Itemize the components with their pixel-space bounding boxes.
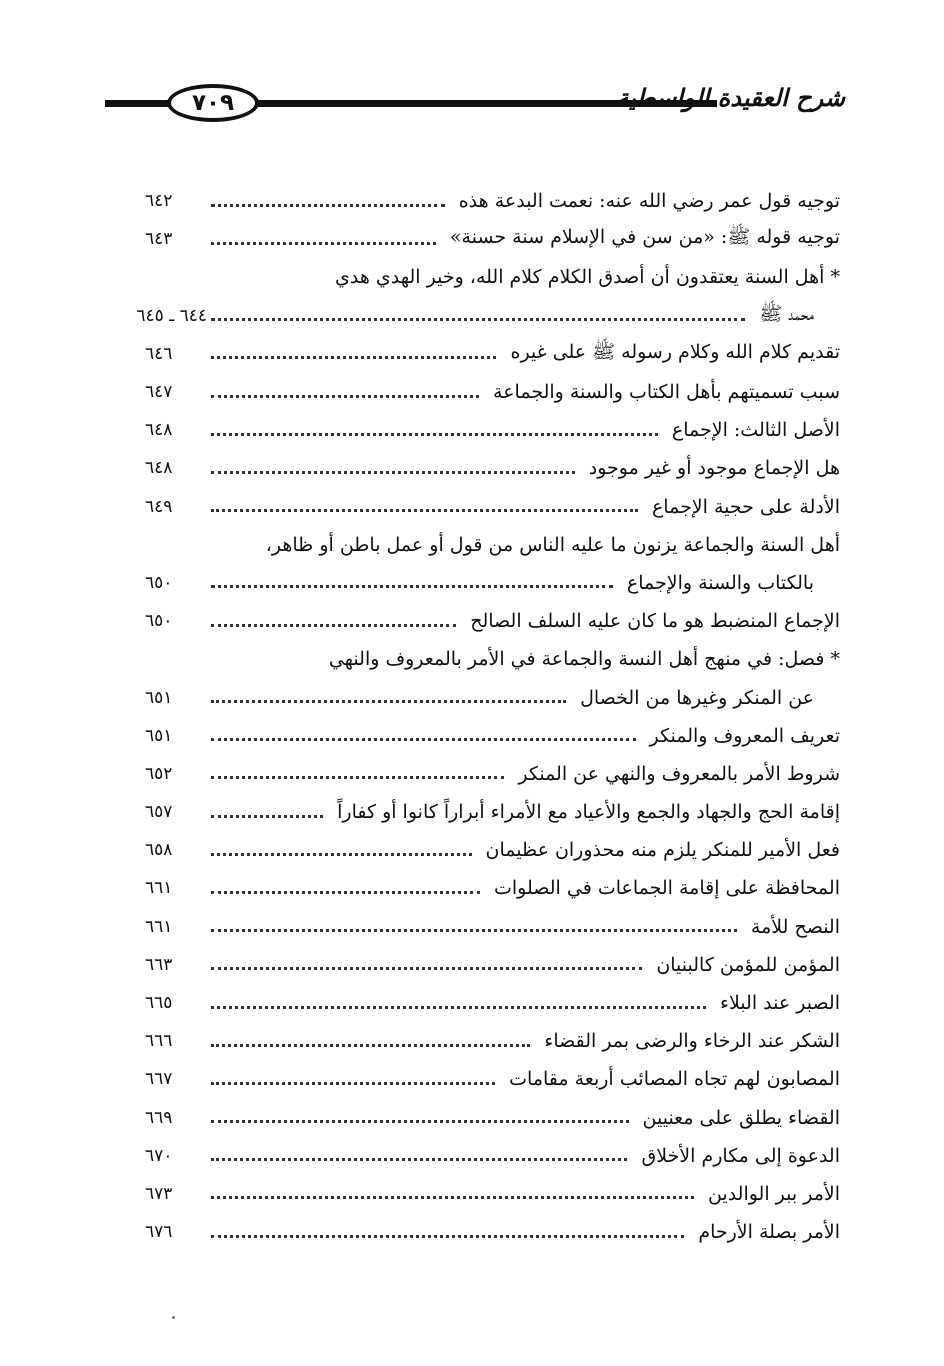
toc-entry-title: * أهل السنة يعتقدون أن أصدق الكلام كلام الله، وخير الهدي هدي	[335, 266, 840, 289]
toc-row	[145, 1175, 840, 1213]
toc-entry-title: عن المنكر وغيرها من الخصال	[580, 686, 814, 709]
toc-dot-leader	[211, 509, 638, 512]
toc-dot-leader	[211, 433, 658, 436]
toc-row	[145, 220, 840, 258]
toc-row	[145, 602, 840, 640]
book-title: شرح العقيدة الواسطية	[616, 84, 845, 112]
toc-page-number: ٦٤٧	[145, 382, 173, 403]
toc-entry-title: المؤمن للمؤمن كالبنيان	[656, 953, 840, 976]
toc-page-number: ٦٥٨	[145, 840, 173, 861]
toc-row	[145, 1022, 840, 1060]
toc-entry-title: الأمر بصلة الأرحام	[698, 1221, 840, 1244]
toc-dot-leader	[211, 204, 445, 207]
toc-dot-leader	[211, 1235, 684, 1238]
toc-dot-leader	[211, 1120, 629, 1123]
toc-dot-leader	[211, 356, 496, 359]
toc-page-number: ٦٦٩	[145, 1107, 173, 1128]
toc-page-number: ٦٧٠	[145, 1145, 173, 1166]
toc-dot-leader	[211, 318, 745, 321]
toc-page-number: ٦٤٨	[145, 420, 173, 441]
toc-row	[145, 1099, 840, 1137]
toc-entry-title: الصبر عند البلاء	[720, 992, 840, 1015]
toc-row	[145, 258, 840, 296]
toc-dot-leader	[211, 1082, 495, 1085]
toc-row	[145, 640, 840, 678]
toc-entry-title: النصح للأمة	[750, 915, 840, 938]
toc-row	[145, 564, 840, 602]
toc-page-number: ٦٥٠	[145, 572, 173, 593]
toc-entry-title: الأمر ببر الوالدين	[707, 1182, 840, 1205]
table-of-contents	[136, 182, 840, 1251]
toc-row	[145, 908, 840, 946]
toc-row	[145, 335, 840, 373]
toc-dot-leader	[211, 700, 566, 703]
toc-dot-leader	[211, 471, 575, 474]
toc-dot-leader	[211, 624, 456, 627]
toc-dot-leader	[211, 929, 737, 932]
toc-entry-title: فعل الأمير للمنكر يلزم منه محذوران عظيمان	[485, 839, 840, 862]
toc-entry-title: الإجماع المنضبط هو ما كان عليه السلف الصالح	[470, 610, 840, 633]
toc-entry-title: إقامة الحج والجهاد والجمع والأعياد مع الأمراء أبراراً كانوا أو كفاراً	[337, 801, 840, 824]
toc-entry-title: محمد ﷺ	[759, 302, 814, 325]
toc-page-number: ٦٤٦	[145, 343, 173, 364]
toc-row	[145, 1137, 840, 1175]
page-number-badge	[167, 84, 259, 122]
toc-entry-title: المحافظة على إقامة الجماعات في الصلوات	[494, 877, 840, 900]
toc-entry-title: القضاء يطلق على معنيين	[642, 1106, 840, 1129]
toc-row	[145, 488, 840, 526]
toc-dot-leader	[211, 815, 323, 818]
toc-entry-title: سبب تسميتهم بأهل الكتاب والسنة والجماعة	[493, 381, 840, 404]
toc-entry-title: الشكر عند الرخاء والرضى بمر القضاء	[544, 1030, 840, 1053]
toc-entry-title: الأدلة على حجية الإجماع	[651, 495, 840, 518]
toc-entry-title: الدعوة إلى مكارم الأخلاق	[641, 1144, 840, 1167]
toc-dot-leader	[211, 585, 613, 588]
toc-dot-leader	[211, 395, 479, 398]
toc-page-number: ٦٤٤ ـ ٦٤٥	[136, 305, 207, 326]
toc-dot-leader	[211, 1006, 706, 1009]
toc-page-number: ٦٥٢	[145, 763, 173, 784]
toc-row	[145, 755, 840, 793]
toc-row	[145, 449, 840, 487]
toc-page-number: ٦٦١	[145, 878, 173, 899]
toc-dot-leader	[211, 242, 436, 245]
toc-entry-title: * فصل: في منهج أهل النسة والجماعة في الأمر بالمعروف والنهي	[328, 648, 840, 671]
page-header	[105, 80, 845, 128]
toc-page-number: ٦٦٦	[145, 1031, 173, 1052]
toc-row	[145, 1213, 840, 1251]
toc-row	[145, 678, 840, 716]
toc-page-number: ٦٧٦	[145, 1222, 173, 1243]
toc-entry-title: توجيه قوله ﷺ: «من سن في الإسلام سنة حسنة»	[449, 226, 840, 249]
toc-page-number: ٦٦٧	[145, 1069, 173, 1090]
toc-row	[145, 526, 840, 564]
toc-dot-leader	[211, 1044, 530, 1047]
toc-dot-leader	[211, 891, 480, 894]
toc-entry-title: تقديم كلام الله وكلام رسوله ﷺ على غيره	[510, 340, 840, 363]
toc-entry-title: تعريف المعروف والمنكر	[649, 724, 840, 747]
toc-entry-title: توجيه قول عمر رضي الله عنه: نعمت البدعة هذه	[458, 190, 840, 213]
page-number: ٧٠٩	[191, 89, 235, 116]
toc-page-number: ٦٥٧	[145, 802, 173, 823]
toc-page-number: ٦٦١	[145, 916, 173, 937]
footer-dot	[172, 1316, 175, 1319]
toc-row	[145, 831, 840, 869]
header-rule-left	[105, 100, 175, 107]
toc-entry-title: الأصل الثالث: الإجماع	[671, 419, 840, 442]
toc-dot-leader	[211, 776, 504, 779]
toc-row	[145, 182, 840, 220]
toc-row	[145, 1060, 840, 1098]
toc-page-number: ٦٥٠	[145, 611, 173, 632]
toc-row	[145, 793, 840, 831]
toc-page-number: ٦٤٢	[145, 191, 173, 212]
toc-page-number: ٦٧٣	[145, 1183, 173, 1204]
toc-dot-leader	[211, 967, 642, 970]
toc-dot-leader	[211, 853, 472, 856]
toc-row	[145, 411, 840, 449]
toc-row	[145, 869, 840, 907]
toc-page-number: ٦٦٣	[145, 954, 173, 975]
toc-dot-leader	[211, 1196, 694, 1199]
toc-row	[145, 984, 840, 1022]
toc-row	[136, 297, 840, 335]
toc-entry-title: المصابون لهم تجاه المصائب أربعة مقامات	[509, 1068, 840, 1091]
toc-page-number: ٦٤٨	[145, 458, 173, 479]
toc-entry-title: أهل السنة والجماعة يزنون ما عليه الناس من قول أو عمل باطن أو ظاهر،	[265, 533, 840, 556]
toc-dot-leader	[211, 1158, 627, 1161]
toc-entry-title: بالكتاب والسنة والإجماع	[626, 571, 814, 594]
toc-page-number: ٦٥١	[145, 687, 173, 708]
toc-page-number: ٦٤٣	[145, 229, 173, 250]
toc-dot-leader	[211, 738, 636, 741]
toc-page-number: ٦٥١	[145, 725, 173, 746]
toc-row	[145, 717, 840, 755]
toc-row	[145, 946, 840, 984]
toc-page-number: ٦٤٩	[145, 496, 173, 517]
toc-page-number: ٦٦٥	[145, 993, 173, 1014]
toc-entry-title: شروط الأمر بالمعروف والنهي عن المنكر	[518, 762, 840, 785]
toc-row	[145, 373, 840, 411]
toc-entry-title: هل الإجماع موجود أو غير موجود	[588, 457, 840, 480]
